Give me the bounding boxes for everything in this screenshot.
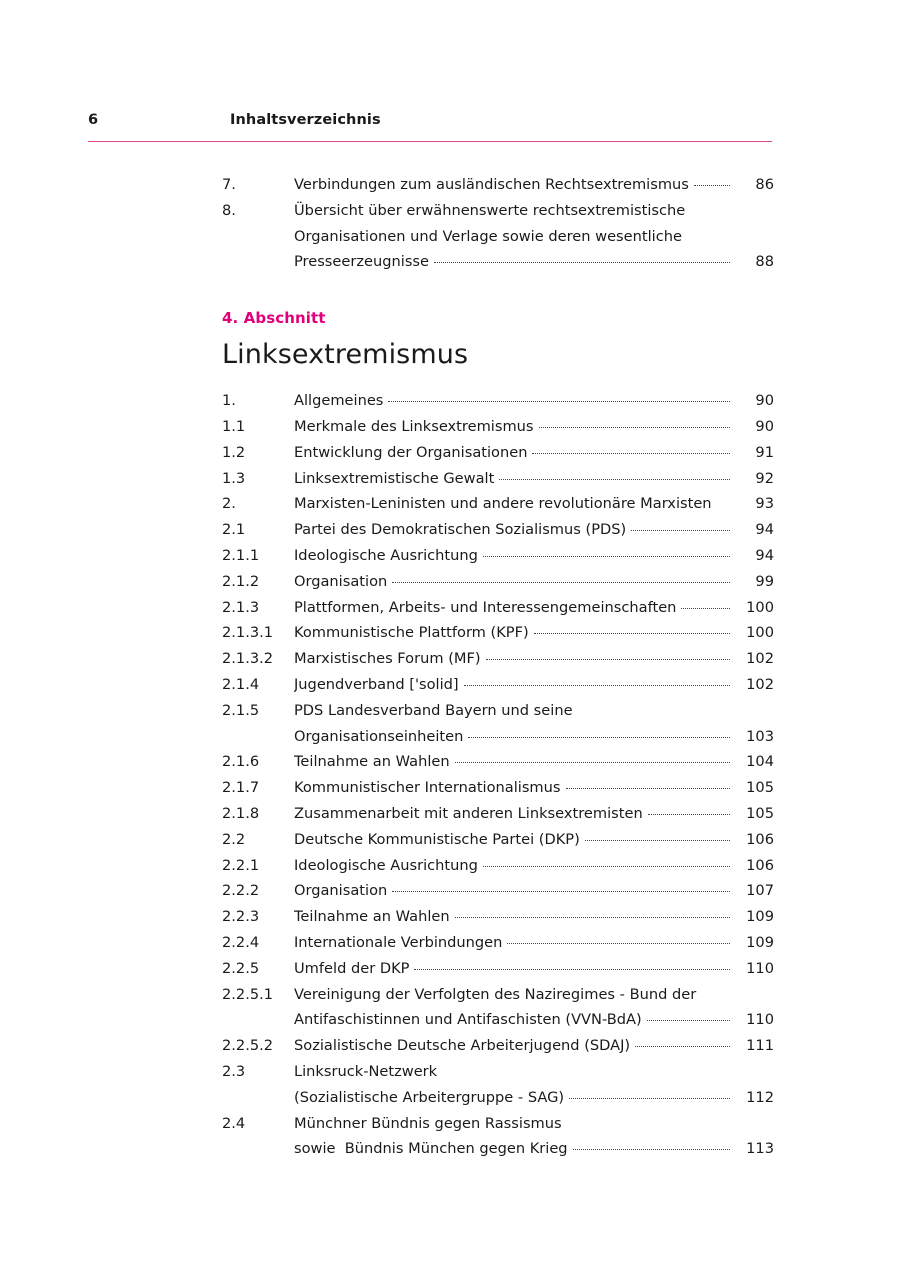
- toc-entry-title-wrap: [294, 491, 734, 517]
- toc-entry-number: 2.1.2: [222, 572, 260, 590]
- toc-entry-number: 2.2.5.2: [222, 1037, 274, 1055]
- toc-entry[interactable]: [222, 620, 774, 646]
- toc-entry[interactable]: [222, 224, 774, 250]
- toc-leader-dots: [388, 401, 730, 402]
- running-head-title: Inhaltsverzeichnis: [230, 112, 381, 128]
- toc-entry-title: (Sozialistische Arbeitergruppe - SAG): [294, 1088, 565, 1106]
- toc-entry-page: 100: [746, 598, 774, 616]
- toc-leader-dots: [483, 556, 730, 557]
- toc-entry[interactable]: [222, 646, 774, 672]
- toc-entry-page: 111: [746, 1037, 774, 1055]
- toc-entry-page: 112: [746, 1088, 774, 1106]
- toc-entry[interactable]: [222, 517, 774, 543]
- toc-entry-page: 102: [746, 650, 774, 668]
- toc-leader-dots: [534, 633, 730, 634]
- toc-entry-title-wrap: [294, 853, 734, 879]
- toc-entry-number: 2.1.1: [222, 546, 260, 564]
- toc-entry-page: 88: [755, 253, 774, 271]
- toc-leader-dots: [392, 891, 730, 892]
- toc-leader-dots: [681, 608, 730, 609]
- toc-entry-title-wrap: [294, 724, 734, 750]
- toc-group-linksextremismus: [222, 388, 774, 1162]
- toc-entry[interactable]: [222, 172, 774, 198]
- toc-entry-title: Organisation: [294, 572, 388, 590]
- toc-entry-number: 1.: [222, 392, 236, 410]
- toc-entry[interactable]: [222, 249, 774, 275]
- toc-leader-dots: [635, 1046, 730, 1047]
- toc-group-top: [222, 172, 774, 275]
- toc-entry-page: 106: [746, 856, 774, 874]
- toc-entry[interactable]: [222, 466, 774, 492]
- toc-entry[interactable]: [222, 904, 774, 930]
- toc-entry-page: 103: [746, 727, 774, 745]
- toc-leader-dots: [486, 659, 730, 660]
- running-head: [88, 112, 772, 142]
- toc-entry[interactable]: [222, 982, 774, 1008]
- toc-entry-title: Antifaschistinnen und Antifaschisten (VVN-BdA): [294, 1011, 642, 1029]
- toc-entry-title-wrap: [294, 440, 734, 466]
- toc-entry-page: 86: [755, 176, 774, 193]
- toc-entry-title: Zusammenarbeit mit anderen Linksextremisten: [294, 804, 643, 822]
- toc-leader-dots: [647, 1020, 730, 1021]
- toc-entry-title-wrap: [294, 224, 734, 250]
- toc-entry[interactable]: [222, 853, 774, 879]
- toc-entry-number: 2.1.3.1: [222, 624, 274, 642]
- toc-entry[interactable]: [222, 198, 774, 224]
- toc-entry-number: 2.2.4: [222, 933, 260, 951]
- toc-entry-title: Entwicklung der Organisationen: [294, 443, 528, 461]
- toc-entry-page: 109: [746, 908, 774, 926]
- toc-entry[interactable]: [222, 491, 774, 517]
- toc-leader-dots: [455, 762, 730, 763]
- toc-entry-title-wrap: [294, 1111, 734, 1137]
- toc-entry-page: 110: [746, 959, 774, 977]
- toc-entry-title-wrap: [294, 620, 734, 646]
- toc-entry[interactable]: [222, 1007, 774, 1033]
- toc-entry-title: Jugendverband ['solid]: [294, 675, 459, 693]
- toc-entry[interactable]: [222, 672, 774, 698]
- toc-entry-page: 99: [755, 572, 774, 590]
- toc-entry-title: Merkmale des Linksextremismus: [294, 417, 534, 435]
- toc-entry-title: Kommunistische Plattform (KPF): [294, 624, 529, 642]
- toc-entry[interactable]: [222, 1111, 774, 1137]
- toc-entry-title: Linksruck-Netzwerk: [294, 1062, 438, 1080]
- toc-entry[interactable]: [222, 388, 774, 414]
- toc-leader-dots: [468, 737, 730, 738]
- toc-entry-title-wrap: [294, 517, 734, 543]
- toc-entry[interactable]: [222, 543, 774, 569]
- toc-content: [222, 172, 774, 1162]
- toc-entry-number: 2.2.1: [222, 856, 260, 874]
- toc-entry-title-wrap: [294, 1136, 734, 1162]
- toc-entry-number: 2.1.8: [222, 804, 260, 822]
- toc-entry-page: 90: [755, 392, 774, 410]
- toc-leader-dots: [539, 427, 730, 428]
- toc-entry-title: Verbindungen zum ausländischen Rechtsextremismus: [294, 176, 689, 193]
- toc-entry[interactable]: [222, 801, 774, 827]
- toc-entry-title: Sozialistische Deutsche Arbeiterjugend (SDAJ): [294, 1037, 631, 1055]
- toc-entry[interactable]: [222, 1059, 774, 1085]
- toc-entry-page: 92: [755, 469, 774, 487]
- toc-entry-title: Organisationseinheiten: [294, 727, 464, 745]
- toc-entry-title-wrap: [294, 1007, 734, 1033]
- toc-entry-title-wrap: [294, 930, 734, 956]
- toc-entry-title: Deutsche Kommunistische Partei (DKP): [294, 830, 580, 848]
- toc-entry-title-wrap: [294, 466, 734, 492]
- toc-entry[interactable]: [222, 724, 774, 750]
- toc-entry-title: Umfeld der DKP: [294, 959, 410, 977]
- toc-entry-number: 2.2.5.1: [222, 985, 274, 1003]
- toc-entry-number: 2.2.2: [222, 882, 260, 900]
- toc-entry[interactable]: [222, 1085, 774, 1111]
- toc-entry-title: PDS Landesverband Bayern und seine: [294, 701, 573, 719]
- toc-leader-dots: [499, 479, 730, 480]
- toc-entry-number: 2.2.5: [222, 959, 260, 977]
- toc-entry[interactable]: [222, 930, 774, 956]
- toc-entry-page: 113: [746, 1140, 774, 1158]
- toc-entry-number: 2.1.4: [222, 675, 260, 693]
- toc-entry[interactable]: [222, 698, 774, 724]
- toc-leader-dots: [392, 582, 730, 583]
- toc-entry-title-wrap: [294, 904, 734, 930]
- toc-entry-page: 106: [746, 830, 774, 848]
- toc-entry[interactable]: [222, 569, 774, 595]
- toc-entry-title: Teilnahme an Wahlen: [294, 753, 450, 771]
- toc-entry-title-wrap: [294, 414, 734, 440]
- toc-entry-title-wrap: [294, 982, 734, 1008]
- toc-entry-page: 91: [755, 443, 774, 461]
- toc-entry-page: 93: [755, 495, 774, 513]
- toc-entry[interactable]: [222, 775, 774, 801]
- toc-entry-number: 7.: [222, 176, 236, 193]
- toc-entry[interactable]: [222, 595, 774, 621]
- toc-entry-title-wrap: [294, 672, 734, 698]
- toc-entry-title: Organisation: [294, 882, 388, 900]
- toc-entry-page: 100: [746, 624, 774, 642]
- toc-entry-title: Plattformen, Arbeits- und Interessengemeinschaften: [294, 598, 677, 616]
- toc-entry-title-wrap: [294, 775, 734, 801]
- toc-entry-title: Münchner Bündnis gegen Rassismus: [294, 1114, 562, 1132]
- toc-entry-title: Internationale Verbindungen: [294, 933, 503, 951]
- toc-entry[interactable]: [222, 1033, 774, 1059]
- toc-entry-title: Marxisten-Leninisten und andere revolutionäre Marxisten: [294, 495, 712, 513]
- toc-leader-dots: [648, 814, 730, 815]
- toc-entry-title-wrap: [294, 956, 734, 982]
- toc-entry-number: 1.1: [222, 417, 246, 435]
- toc-entry-title-wrap: [294, 646, 734, 672]
- toc-leader-dots: [464, 685, 730, 686]
- toc-entry-number: 2.2.3: [222, 908, 260, 926]
- toc-leader-dots: [573, 1149, 730, 1150]
- toc-entry-number: 2.: [222, 495, 236, 513]
- toc-entry-page: 94: [755, 521, 774, 539]
- toc-entry-title-wrap: [294, 698, 734, 724]
- toc-leader-dots: [434, 262, 730, 263]
- toc-entry-title: Organisationen und Verlage sowie deren wesentliche: [294, 227, 682, 245]
- toc-entry-page: 107: [746, 882, 774, 900]
- toc-entry-title-wrap: [294, 1033, 734, 1059]
- toc-entry-title: Linksextremistische Gewalt: [294, 469, 495, 487]
- toc-entry-title-wrap: [294, 1059, 734, 1085]
- toc-leader-dots: [566, 788, 731, 789]
- toc-entry-number: 1.2: [222, 443, 246, 461]
- toc-entry-page: 110: [746, 1011, 774, 1029]
- toc-entry-title: Übersicht über erwähnenswerte rechtsextremistische: [294, 201, 686, 219]
- toc-entry[interactable]: [222, 956, 774, 982]
- toc-entry-title: Presseerzeugnisse: [294, 253, 430, 271]
- toc-entry-title-wrap: [294, 749, 734, 775]
- toc-entry-page: 105: [746, 779, 774, 797]
- toc-entry[interactable]: [222, 827, 774, 853]
- toc-entry-number: 2.1.6: [222, 753, 260, 771]
- toc-entry-page: 102: [746, 675, 774, 693]
- toc-entry-number: 2.1.5: [222, 701, 260, 719]
- toc-entry-page: 105: [746, 804, 774, 822]
- toc-entry-title: Vereinigung der Verfolgten des Naziregimes - Bund der: [294, 985, 697, 1003]
- toc-entry-title-wrap: [294, 198, 734, 224]
- toc-leader-dots: [455, 917, 730, 918]
- toc-entry-number: 1.3: [222, 469, 246, 487]
- toc-leader-dots: [569, 1098, 730, 1099]
- toc-entry-title-wrap: [294, 827, 734, 853]
- toc-entry[interactable]: [222, 1136, 774, 1162]
- toc-entry-number: 2.4: [222, 1114, 246, 1132]
- section-title: Linksextremismus: [222, 339, 469, 371]
- toc-entry-page: 90: [755, 417, 774, 435]
- toc-leader-dots: [694, 185, 730, 186]
- toc-entry[interactable]: [222, 440, 774, 466]
- toc-entry-title: Marxistisches Forum (MF): [294, 650, 481, 668]
- toc-entry-title: sowie Bündnis München gegen Krieg: [294, 1140, 568, 1158]
- toc-leader-dots: [507, 943, 730, 944]
- toc-leader-dots: [414, 969, 730, 970]
- toc-entry-page: 104: [746, 753, 774, 771]
- toc-entry-title-wrap: [294, 595, 734, 621]
- page-number: 6: [88, 112, 99, 128]
- toc-entry-number: 8.: [222, 201, 236, 219]
- toc-entry-title: Allgemeines: [294, 392, 384, 410]
- toc-leader-dots: [585, 840, 730, 841]
- toc-leader-dots: [631, 530, 730, 531]
- toc-leader-dots: [483, 866, 730, 867]
- toc-entry-title-wrap: [294, 878, 734, 904]
- toc-entry-title-wrap: [294, 543, 734, 569]
- toc-entry-number: 2.1.3: [222, 598, 260, 616]
- toc-entry-number: 2.1.3.2: [222, 650, 274, 668]
- toc-entry-title-wrap: [294, 569, 734, 595]
- toc-entry-title: Ideologische Ausrichtung: [294, 546, 478, 564]
- toc-entry-number: 2.1: [222, 521, 246, 539]
- toc-entry-title: Teilnahme an Wahlen: [294, 908, 450, 926]
- section-label: 4. Abschnitt: [222, 309, 326, 328]
- toc-entry-page: 109: [746, 933, 774, 951]
- toc-entry-title-wrap: [294, 172, 734, 198]
- toc-entry-number: 2.1.7: [222, 779, 260, 797]
- toc-entry-title: Partei des Demokratischen Sozialismus (PDS): [294, 521, 627, 539]
- toc-entry-title: Ideologische Ausrichtung: [294, 856, 478, 874]
- toc-entry-page: 94: [755, 546, 774, 564]
- toc-entry-title: Kommunistischer Internationalismus: [294, 779, 561, 797]
- toc-entry[interactable]: [222, 878, 774, 904]
- toc-entry-number: 2.2: [222, 830, 246, 848]
- toc-entry-title-wrap: [294, 801, 734, 827]
- toc-entry[interactable]: [222, 414, 774, 440]
- toc-entry-title-wrap: [294, 388, 734, 414]
- toc-entry-title-wrap: [294, 1085, 734, 1111]
- toc-leader-dots: [532, 453, 730, 454]
- toc-entry-number: 2.3: [222, 1062, 246, 1080]
- toc-entry[interactable]: [222, 749, 774, 775]
- toc-entry-title-wrap: [294, 249, 734, 275]
